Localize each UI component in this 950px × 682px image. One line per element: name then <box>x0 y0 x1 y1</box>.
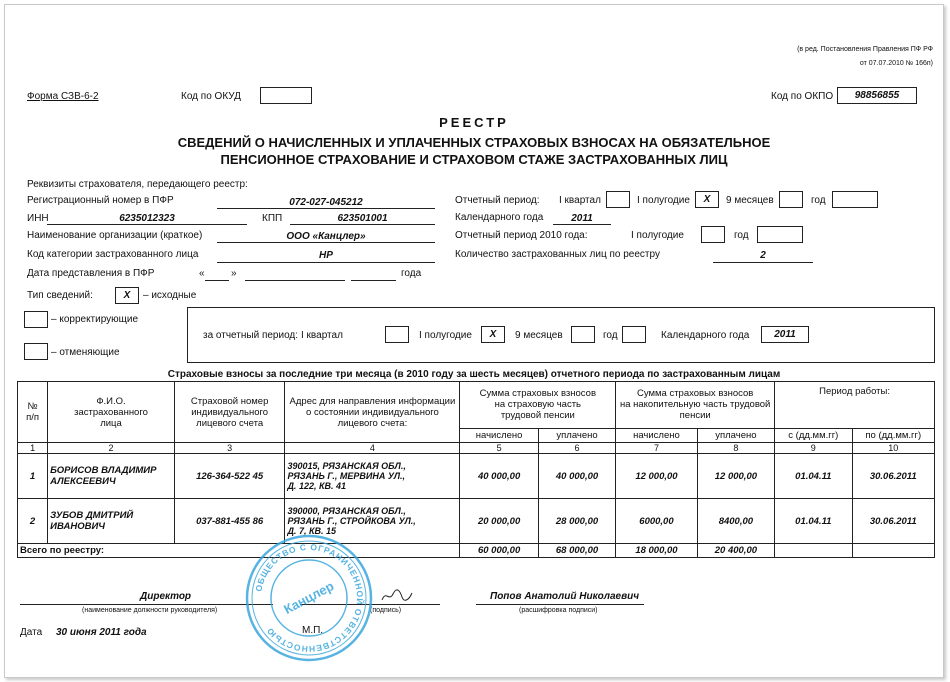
stamp-ring-text: ОБЩЕСТВО С ОГРАНИЧЕННОЙ ОТВЕТСТВЕННОСТЬЮ <box>253 541 366 655</box>
insurer-heading: Реквизиты страхователя, передающего реестр: <box>27 179 248 190</box>
th-ins-paid: уплачено <box>538 428 615 442</box>
corr-h1-mark: X <box>489 329 497 340</box>
th-to: по (дд.мм.гг) <box>852 428 934 442</box>
report-period-label: Отчетный период: <box>455 195 540 206</box>
period-q1-label: I квартал <box>559 195 601 206</box>
th-fund-paid: уплачено <box>697 428 774 442</box>
info-original-mark: X <box>123 290 131 301</box>
table-caption: Страховые взносы за последние три месяца (в 2010 году за шесть месяцев) отчетного периода по застрахованным лицам <box>167 369 781 380</box>
okud-label: Код по ОКУД <box>181 91 241 102</box>
corr-cal-year-value: 2011 <box>774 329 796 340</box>
position-line <box>20 604 273 605</box>
okpo-box <box>837 87 917 104</box>
form-name: Форма СЗВ-6-2 <box>27 91 99 102</box>
total-fund-paid: 20 400,00 <box>697 544 774 558</box>
period-q1-box[interactable] <box>606 191 630 208</box>
name-line <box>476 604 644 605</box>
info-corrective-label: – корректирующие <box>51 314 139 325</box>
signer-name: Попов Анатолий Николаевич <box>490 591 640 602</box>
period-h1-box[interactable] <box>695 191 719 208</box>
pfr-value: 072-027-045212 <box>289 197 363 208</box>
cal-year-line <box>553 224 611 225</box>
period2010-h1-box[interactable] <box>701 226 725 243</box>
date-quote-close: » <box>231 268 237 279</box>
total-empty <box>852 544 934 558</box>
total-ins-accrued: 60 000,00 <box>460 544 538 558</box>
stamp-center-text: Канцлер <box>281 578 337 617</box>
position-caption: (наименование должности руководителя) <box>82 607 218 614</box>
org-label: Наименование организации (краткое) <box>27 230 203 241</box>
table-header-row1 <box>18 382 935 429</box>
col-number: 8 <box>697 443 774 454</box>
period2010-year-label: год <box>734 230 749 241</box>
cell-to: 30.06.2011 <box>852 499 934 544</box>
col-number: 6 <box>538 443 615 454</box>
period-h1-label: I полугодие <box>637 195 690 206</box>
total-fund-accrued: 18 000,00 <box>616 544 697 558</box>
insured-count-label: Количество застрахованных лиц по реестру <box>455 249 660 260</box>
cal-year-label: Календарного года <box>455 212 544 223</box>
name-caption: (расшифровка подписи) <box>519 607 598 614</box>
period2010-label: Отчетный период 2010 года: <box>455 230 588 241</box>
corr-q1-label: I квартал <box>301 330 343 341</box>
date-quote-open: « <box>199 268 205 279</box>
register-table <box>17 381 935 558</box>
org-line <box>217 242 435 243</box>
info-type-label: Тип сведений: <box>27 290 93 301</box>
corr-h1-label: I полугодие <box>419 330 472 341</box>
title-register: РЕЕСТР <box>439 115 509 130</box>
col-number: 10 <box>852 443 934 454</box>
period2010-year-box[interactable] <box>757 226 803 243</box>
corr-m9-box[interactable] <box>571 326 595 343</box>
total-row <box>18 544 935 558</box>
col-number: 7 <box>616 443 697 454</box>
total-empty <box>775 544 852 558</box>
info-corrective-box[interactable] <box>24 311 48 328</box>
document-page <box>4 4 944 678</box>
kpp-value: 623501001 <box>337 213 388 224</box>
cell-ins-paid: 40 000,00 <box>538 454 615 499</box>
info-original-label: – исходные <box>143 290 197 301</box>
cell-ins-paid: 28 000,00 <box>538 499 615 544</box>
th-from: с (дд.мм.гг) <box>775 428 852 442</box>
cell-address: 390000, РЯЗАНСКАЯ ОБЛ., РЯЗАНЬ Г., СТРОЙКОВА УЛ., Д. 7, КВ. 15 <box>285 499 460 544</box>
cell-ins-accrued: 20 000,00 <box>460 499 538 544</box>
okpo-value: 98856855 <box>854 90 900 101</box>
date-year-word: года <box>401 268 422 279</box>
cell-snils: 126-364-522 45 <box>174 454 285 499</box>
th-ins-accrued: начислено <box>460 428 538 442</box>
pfr-label: Регистрационный номер в ПФР <box>27 195 174 206</box>
cell-fio: ЗУБОВ ДМИТРИЙ ИВАНОВИЧ <box>48 499 175 544</box>
date-label: Дата <box>20 627 43 638</box>
period2010-h1-label: I полугодие <box>631 230 684 241</box>
col-number: 9 <box>775 443 852 454</box>
table-row <box>18 499 935 544</box>
th-snils: Страховой номер индивидуального лицевого счета <box>174 382 285 443</box>
edition-note-line1: (в ред. Постановления Правления ПФ РФ <box>797 46 933 53</box>
th-insurance: Сумма страховых взносов на страховую часть трудовой пенсии <box>460 382 616 429</box>
col-number: 5 <box>460 443 538 454</box>
th-funded: Сумма страховых взносов на накопительную часть трудовой пенсии <box>616 382 775 429</box>
cell-fund-accrued: 6000,00 <box>616 499 697 544</box>
date-value: 30 июня 2011 года <box>56 627 147 638</box>
corr-cal-year-label: Календарного года <box>661 330 750 341</box>
table-row <box>18 454 935 499</box>
corr-year-box[interactable] <box>622 326 646 343</box>
inn-value: 6235012323 <box>119 213 175 224</box>
th-fio: Ф.И.О. застрахованного лица <box>48 382 175 443</box>
okpo-label: Код по ОКПО <box>771 91 834 102</box>
period-m9-box[interactable] <box>779 191 803 208</box>
total-ins-paid: 68 000,00 <box>538 544 615 558</box>
cell-from: 01.04.11 <box>775 499 852 544</box>
th-address: Адрес для направления информации о состоянии индивидуального лицевого счета: <box>285 382 460 443</box>
cell-snils: 037-881-455 86 <box>174 499 285 544</box>
period-h1-mark: X <box>703 194 711 205</box>
info-cancelling-label: – отменяющие <box>51 347 120 358</box>
cell-fio: БОРИСОВ ВЛАДИМИР АЛЕКСЕЕВИЧ <box>48 454 175 499</box>
category-value: НР <box>319 250 333 261</box>
col-number: 2 <box>48 443 175 454</box>
edition-note-line2: от 07.07.2010 № 166п) <box>859 60 933 67</box>
corr-year-label: год <box>603 330 618 341</box>
corr-period-label: за отчетный период: <box>203 330 299 341</box>
th-fund-accrued: начислено <box>616 428 697 442</box>
inn-label: ИНН <box>27 213 49 224</box>
org-value: ООО «Канцлер» <box>286 231 366 242</box>
period-year-label: год <box>811 195 826 206</box>
col-number: 3 <box>174 443 285 454</box>
position-value: Директор <box>140 591 192 602</box>
info-cancelling-box[interactable] <box>24 343 48 360</box>
date-year-line <box>351 280 396 281</box>
pfr-line <box>217 208 435 209</box>
signature-scribble <box>380 588 414 604</box>
corr-q1-box[interactable] <box>385 326 409 343</box>
corr-h1-box[interactable] <box>481 326 505 343</box>
corr-cal-year-box[interactable] <box>761 326 809 343</box>
kpp-label: КПП <box>262 213 283 224</box>
col-number: 4 <box>285 443 460 454</box>
cell-to: 30.06.2011 <box>852 454 934 499</box>
info-original-box[interactable] <box>115 287 139 304</box>
period-year-box[interactable] <box>832 191 878 208</box>
cell-num: 1 <box>18 454 48 499</box>
insured-count-value: 2 <box>760 250 766 261</box>
okud-box <box>260 87 312 104</box>
date-month-line <box>245 280 345 281</box>
column-number-row <box>18 443 935 454</box>
date-day-line <box>205 280 229 281</box>
cell-from: 01.04.11 <box>775 454 852 499</box>
inn-line <box>47 224 247 225</box>
cell-fund-accrued: 12 000,00 <box>616 454 697 499</box>
cell-address: 390015, РЯЗАНСКАЯ ОБЛ., РЯЗАНЬ Г., МЕРВИНА УЛ., Д. 122, КВ. 41 <box>285 454 460 499</box>
sign-caption: (подпись) <box>370 607 402 614</box>
col-number: 1 <box>18 443 48 454</box>
date-submit-label: Дата представления в ПФР <box>27 268 155 279</box>
cell-ins-accrued: 40 000,00 <box>460 454 538 499</box>
period-m9-label: 9 месяцев <box>726 195 774 206</box>
mp-label: М.П. <box>302 625 324 636</box>
category-label: Код категории застрахованного лица <box>27 249 199 260</box>
category-line <box>217 262 435 263</box>
title-line3: ПЕНСИОННОЕ СТРАХОВАНИЕ И СТРАХОВОМ СТАЖЕ ЗАСТРАХОВАННЫХ ЛИЦ <box>220 152 728 167</box>
company-stamp <box>244 533 374 663</box>
insured-count-line <box>713 262 813 263</box>
total-label: Всего по реестру: <box>18 544 460 558</box>
title-line2: СВЕДЕНИЙ О НАЧИСЛЕННЫХ И УПЛАЧЕННЫХ СТРАХОВЫХ ВЗНОСАХ НА ОБЯЗАТЕЛЬНОЕ <box>177 135 771 150</box>
corr-m9-label: 9 месяцев <box>515 330 563 341</box>
kpp-line <box>290 224 435 225</box>
cal-year-value: 2011 <box>571 213 593 224</box>
cell-num: 2 <box>18 499 48 544</box>
cell-fund-paid: 8400,00 <box>697 499 774 544</box>
th-num: № п/п <box>18 382 48 443</box>
cell-fund-paid: 12 000,00 <box>697 454 774 499</box>
th-work-period: Период работы: <box>775 382 935 429</box>
